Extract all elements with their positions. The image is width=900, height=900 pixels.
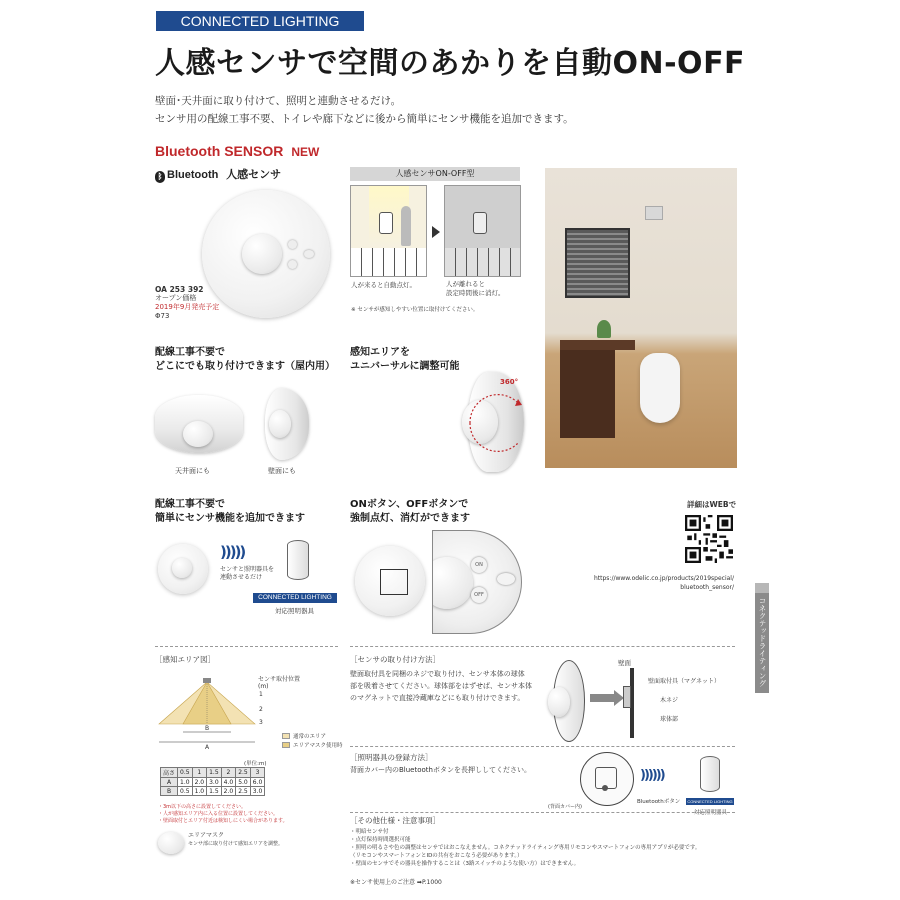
caption-auto-on: 人が来ると自動点灯。 xyxy=(351,281,416,289)
list-item: ・照明の明るさや色の調整はセンサではおこなえません。コネクテッドライティング専用リモコンやスマートフォンの専用アプリが必要です。 xyxy=(350,845,701,851)
feature2-heading-2: ユニバーサルに調整可能 xyxy=(350,361,460,372)
bluetooth-logo-text: Bluetooth xyxy=(167,169,219,181)
label-wall: 壁面にも xyxy=(268,467,296,475)
feature3-heading xyxy=(155,498,305,526)
side-tab xyxy=(755,583,769,693)
area-note-1: ・3m以下の高さに設置してください。 xyxy=(158,804,247,810)
button-closeup xyxy=(432,530,522,634)
table-cell: 2.0 xyxy=(221,787,236,796)
other-list xyxy=(350,828,700,868)
table-cell: 0.5 xyxy=(178,768,193,778)
unit-note: (単位:m) xyxy=(244,761,267,767)
sensor-small-dome xyxy=(172,558,192,578)
table-cell: 3.0 xyxy=(250,787,265,796)
mount-label: センサ取付位置 xyxy=(258,676,301,683)
area-note-3: ・壁面取付とエリア付近は検知しにくい場合があります。 xyxy=(158,818,288,824)
bluetooth-button[interactable] xyxy=(602,785,608,791)
zoom-frame xyxy=(380,569,408,595)
install-text-3: のマグネットで直接冷蔵庫などにも取り付けできます。 xyxy=(350,694,525,702)
release-date: 2019年9月発売予定 xyxy=(155,303,220,311)
label-a: A xyxy=(205,744,210,751)
off-button-icon xyxy=(288,260,297,269)
unit-label: (m) xyxy=(258,683,269,690)
product-title-text: Bluetooth SENSOR xyxy=(155,143,284,159)
other-footer[interactable]: ※センサ使用上のご注意 ➡P.1000 xyxy=(350,879,442,886)
install-title: ［センサの取り付け方法］ xyxy=(350,655,440,664)
closeup-dome xyxy=(432,557,473,609)
install-text xyxy=(350,668,532,704)
intro-line-2: センサ用の配線工事不要、トイレや廊下などに後から簡単にセンサ機能を追加できます。 xyxy=(155,113,574,125)
mask-desc: センサ部に取り付けて感知エリアを調整。 xyxy=(188,841,284,847)
mode-button[interactable] xyxy=(497,573,515,585)
level-label-2: 2 xyxy=(259,706,263,713)
table-cell: 1.5 xyxy=(207,787,222,796)
area-diagram-title: ［感知エリア図］ xyxy=(155,655,215,664)
room-photo xyxy=(545,168,737,468)
feature1-heading-1: 配線工事不要で xyxy=(155,347,225,358)
table-row xyxy=(161,787,265,796)
label-ceiling: 天井面にも xyxy=(175,467,210,475)
feature3-heading-1: 配線工事不要で xyxy=(155,499,225,510)
model-number: OA 253 392 xyxy=(155,285,204,294)
bluetooth-icon: ᛒ xyxy=(155,171,165,183)
dimensions: Φ73 xyxy=(155,312,170,320)
subtitle-text: 人感センサ xyxy=(226,168,282,181)
list-item: ・点灯保持時間選択可能 xyxy=(350,837,411,843)
table-cell: 1 xyxy=(192,768,207,778)
floor-grid xyxy=(351,248,427,277)
sensor-small-image xyxy=(158,544,208,594)
table-row xyxy=(161,778,265,787)
toilet-icon-dark xyxy=(473,212,487,234)
side-tab-strip xyxy=(755,583,769,593)
onoff-note: ※ センサが感知しやすい位置に取付けてください。 xyxy=(351,307,479,313)
label-bluetooth-button: Bluetoothボタン xyxy=(637,799,681,805)
legend-mask-swatch xyxy=(282,742,290,748)
table-cell: 2.5 xyxy=(236,787,251,796)
label-cover: (背面カバー内) xyxy=(548,804,582,810)
page-title: 人感センサで空間のあかりを自動ON-OFF xyxy=(155,46,746,81)
table-cell: 1.0 xyxy=(192,787,207,796)
wall-bracket xyxy=(623,686,631,708)
window-blind xyxy=(565,228,630,298)
table-cell: 4.0 xyxy=(221,778,236,787)
table-cell: 1.5 xyxy=(207,768,222,778)
cabinet xyxy=(560,348,615,438)
connected-badge-small: CONNECTED LIGHTING xyxy=(687,799,733,804)
web-url-1[interactable]: https://www.odelic.co.jp/products/2019special/ xyxy=(593,575,734,582)
onoff-diagram-dark-room xyxy=(444,185,521,277)
off-button[interactable]: OFF xyxy=(471,587,487,603)
feature1-heading-2: どこにでも取り付けできます（屋内用） xyxy=(155,361,335,372)
ceiling-sensor-dome xyxy=(183,421,213,447)
sensor-dome xyxy=(242,234,282,274)
arrow-right-icon xyxy=(432,226,440,238)
table-cell: 3 xyxy=(250,768,265,778)
toilet-icon xyxy=(379,212,393,234)
plant xyxy=(597,320,611,338)
web-url-2[interactable]: bluetooth_sensor/ xyxy=(680,584,734,591)
caption-auto-off-1: 人が離れると xyxy=(446,280,485,288)
rotation-label: 360° xyxy=(500,378,519,386)
level-label-1: 1 xyxy=(259,691,263,698)
connected-caption: 対応照明器具 xyxy=(275,607,314,615)
connected-badge: CONNECTED LIGHTING xyxy=(253,593,337,603)
table-cell: 2.0 xyxy=(192,778,207,787)
feature3-caption-1: センサと照明器具を xyxy=(220,566,275,573)
legend-normal-swatch xyxy=(282,733,290,739)
table-cell: 0.5 xyxy=(178,787,193,796)
qr-code-icon[interactable] xyxy=(685,515,733,563)
on-button-icon xyxy=(288,240,297,249)
divider-register xyxy=(350,746,735,747)
connected-caption-small: 対応照明器具 xyxy=(694,810,728,816)
sensor-back-image xyxy=(580,752,634,806)
divider-install xyxy=(350,646,735,647)
register-title: ［照明器具の登録方法］ xyxy=(350,753,433,762)
label-sphere: 球体部 xyxy=(660,716,679,723)
table-row xyxy=(161,768,265,778)
ceiling-mount-image xyxy=(155,395,243,453)
section-tag: CONNECTED LIGHTING xyxy=(156,11,364,31)
feature2-heading xyxy=(350,346,460,374)
toilet xyxy=(640,353,680,423)
wall-sensor-dome xyxy=(269,410,291,438)
product-subtitle xyxy=(155,166,281,183)
person-icon xyxy=(401,206,411,246)
divider-other xyxy=(350,812,735,813)
vent xyxy=(645,206,663,220)
area-note-2: ・人が感知エリア内に入る位置に設置してください。 xyxy=(158,811,279,817)
floor-grid-dark xyxy=(445,248,521,277)
table-cell: 高さ xyxy=(161,768,178,778)
price: オープン価格 xyxy=(155,294,197,302)
on-button[interactable]: ON xyxy=(471,557,487,573)
legend-mask: エリアマスク使用時 xyxy=(293,743,343,749)
table-cell: 5.0 xyxy=(236,778,251,787)
table-cell: 1.0 xyxy=(178,778,193,787)
wireless-signal-icon: ))))) xyxy=(220,543,245,561)
label-wall-surface: 壁面 xyxy=(618,659,631,667)
feature1-heading xyxy=(155,346,335,374)
caption-auto-off-2: 設定時間後に消灯。 xyxy=(446,289,505,297)
list-item: ・壁面のセンサでその器具を操作することは（3路スイッチのような使い方）はできません。 xyxy=(350,861,580,867)
detection-cone-diagram xyxy=(155,676,265,748)
table-cell: A xyxy=(161,778,178,787)
label-b: B xyxy=(205,725,210,732)
mask-title: エリアマスク xyxy=(188,832,225,839)
product-spec xyxy=(155,285,219,321)
table-cell: B xyxy=(161,787,178,796)
sensor-product-image xyxy=(202,190,330,318)
area-mask-image xyxy=(158,832,184,854)
web-url[interactable] xyxy=(578,574,734,592)
divider-area xyxy=(155,646,338,647)
feature4-heading-2: 強制点灯、消灯ができます xyxy=(350,513,470,524)
product-title xyxy=(155,143,319,159)
list-item: ・明暗センサ付 xyxy=(350,829,389,835)
register-text: 背面カバー内のBluetoothボタンを長押ししてください。 xyxy=(350,766,531,774)
label-screw: 木ネジ xyxy=(660,697,679,704)
table-cell: 3.0 xyxy=(207,778,222,787)
feature3-caption xyxy=(220,566,274,582)
table-cell: 2 xyxy=(221,768,236,778)
web-label: 詳細はWEBで xyxy=(687,500,737,509)
install-text-2: 部を吸着させてください。球体部をはずせば、センサ本体 xyxy=(350,682,532,690)
level-label-3: 3 xyxy=(259,719,263,726)
new-badge: NEW xyxy=(291,145,320,159)
table-cell: 2.5 xyxy=(236,768,251,778)
wall-mount-image xyxy=(265,388,309,460)
label-bracket: 壁面取付具（マグネット） xyxy=(648,678,720,685)
table-cell: 6.0 xyxy=(250,778,265,787)
feature4-heading-1: ONボタン、OFFボタンで xyxy=(350,499,469,510)
feature3-heading-2: 簡単にセンサ機能を追加できます xyxy=(155,513,305,524)
list-item: （リモコンやスマートフォンとIDの共有をおこなう必要があります。） xyxy=(350,853,523,859)
arrow-body xyxy=(590,694,614,702)
feature3-caption-2: 連動させるだけ xyxy=(220,574,263,581)
feature2-heading-1: 感知エリアを xyxy=(350,347,410,358)
legend-normal: 通常のエリア xyxy=(293,734,327,740)
setting-button-icon xyxy=(304,250,314,258)
sensor-sphere xyxy=(548,687,570,717)
install-text-1: 壁面取付具を同梱のネジで取り付け、センサ本体の球体 xyxy=(350,670,525,678)
feature4-heading xyxy=(350,498,470,526)
side-tab-label: コネクテッドライティング xyxy=(758,597,767,687)
area-notes xyxy=(158,804,288,825)
onoff-diagram-title: 人感センサON-OFF型 xyxy=(350,167,520,181)
caption-auto-off xyxy=(446,280,505,298)
detection-range-table xyxy=(160,767,265,796)
sensor-front-small xyxy=(355,546,425,616)
sensor-body-image xyxy=(553,660,585,742)
counter xyxy=(560,340,635,350)
light-fixture-icon xyxy=(700,756,720,792)
other-title: ［その他仕様・注意事項］ xyxy=(350,816,440,825)
wireless-signal-icon: )))))) xyxy=(640,768,664,783)
light-fixture-icon xyxy=(287,540,309,580)
intro-text xyxy=(155,92,574,128)
onoff-diagram-lit-room xyxy=(350,185,427,277)
intro-line-1: 壁面･天井面に取り付けて、照明と連動させるだけ。 xyxy=(155,95,402,107)
rotation-arrows-icon xyxy=(460,383,530,463)
